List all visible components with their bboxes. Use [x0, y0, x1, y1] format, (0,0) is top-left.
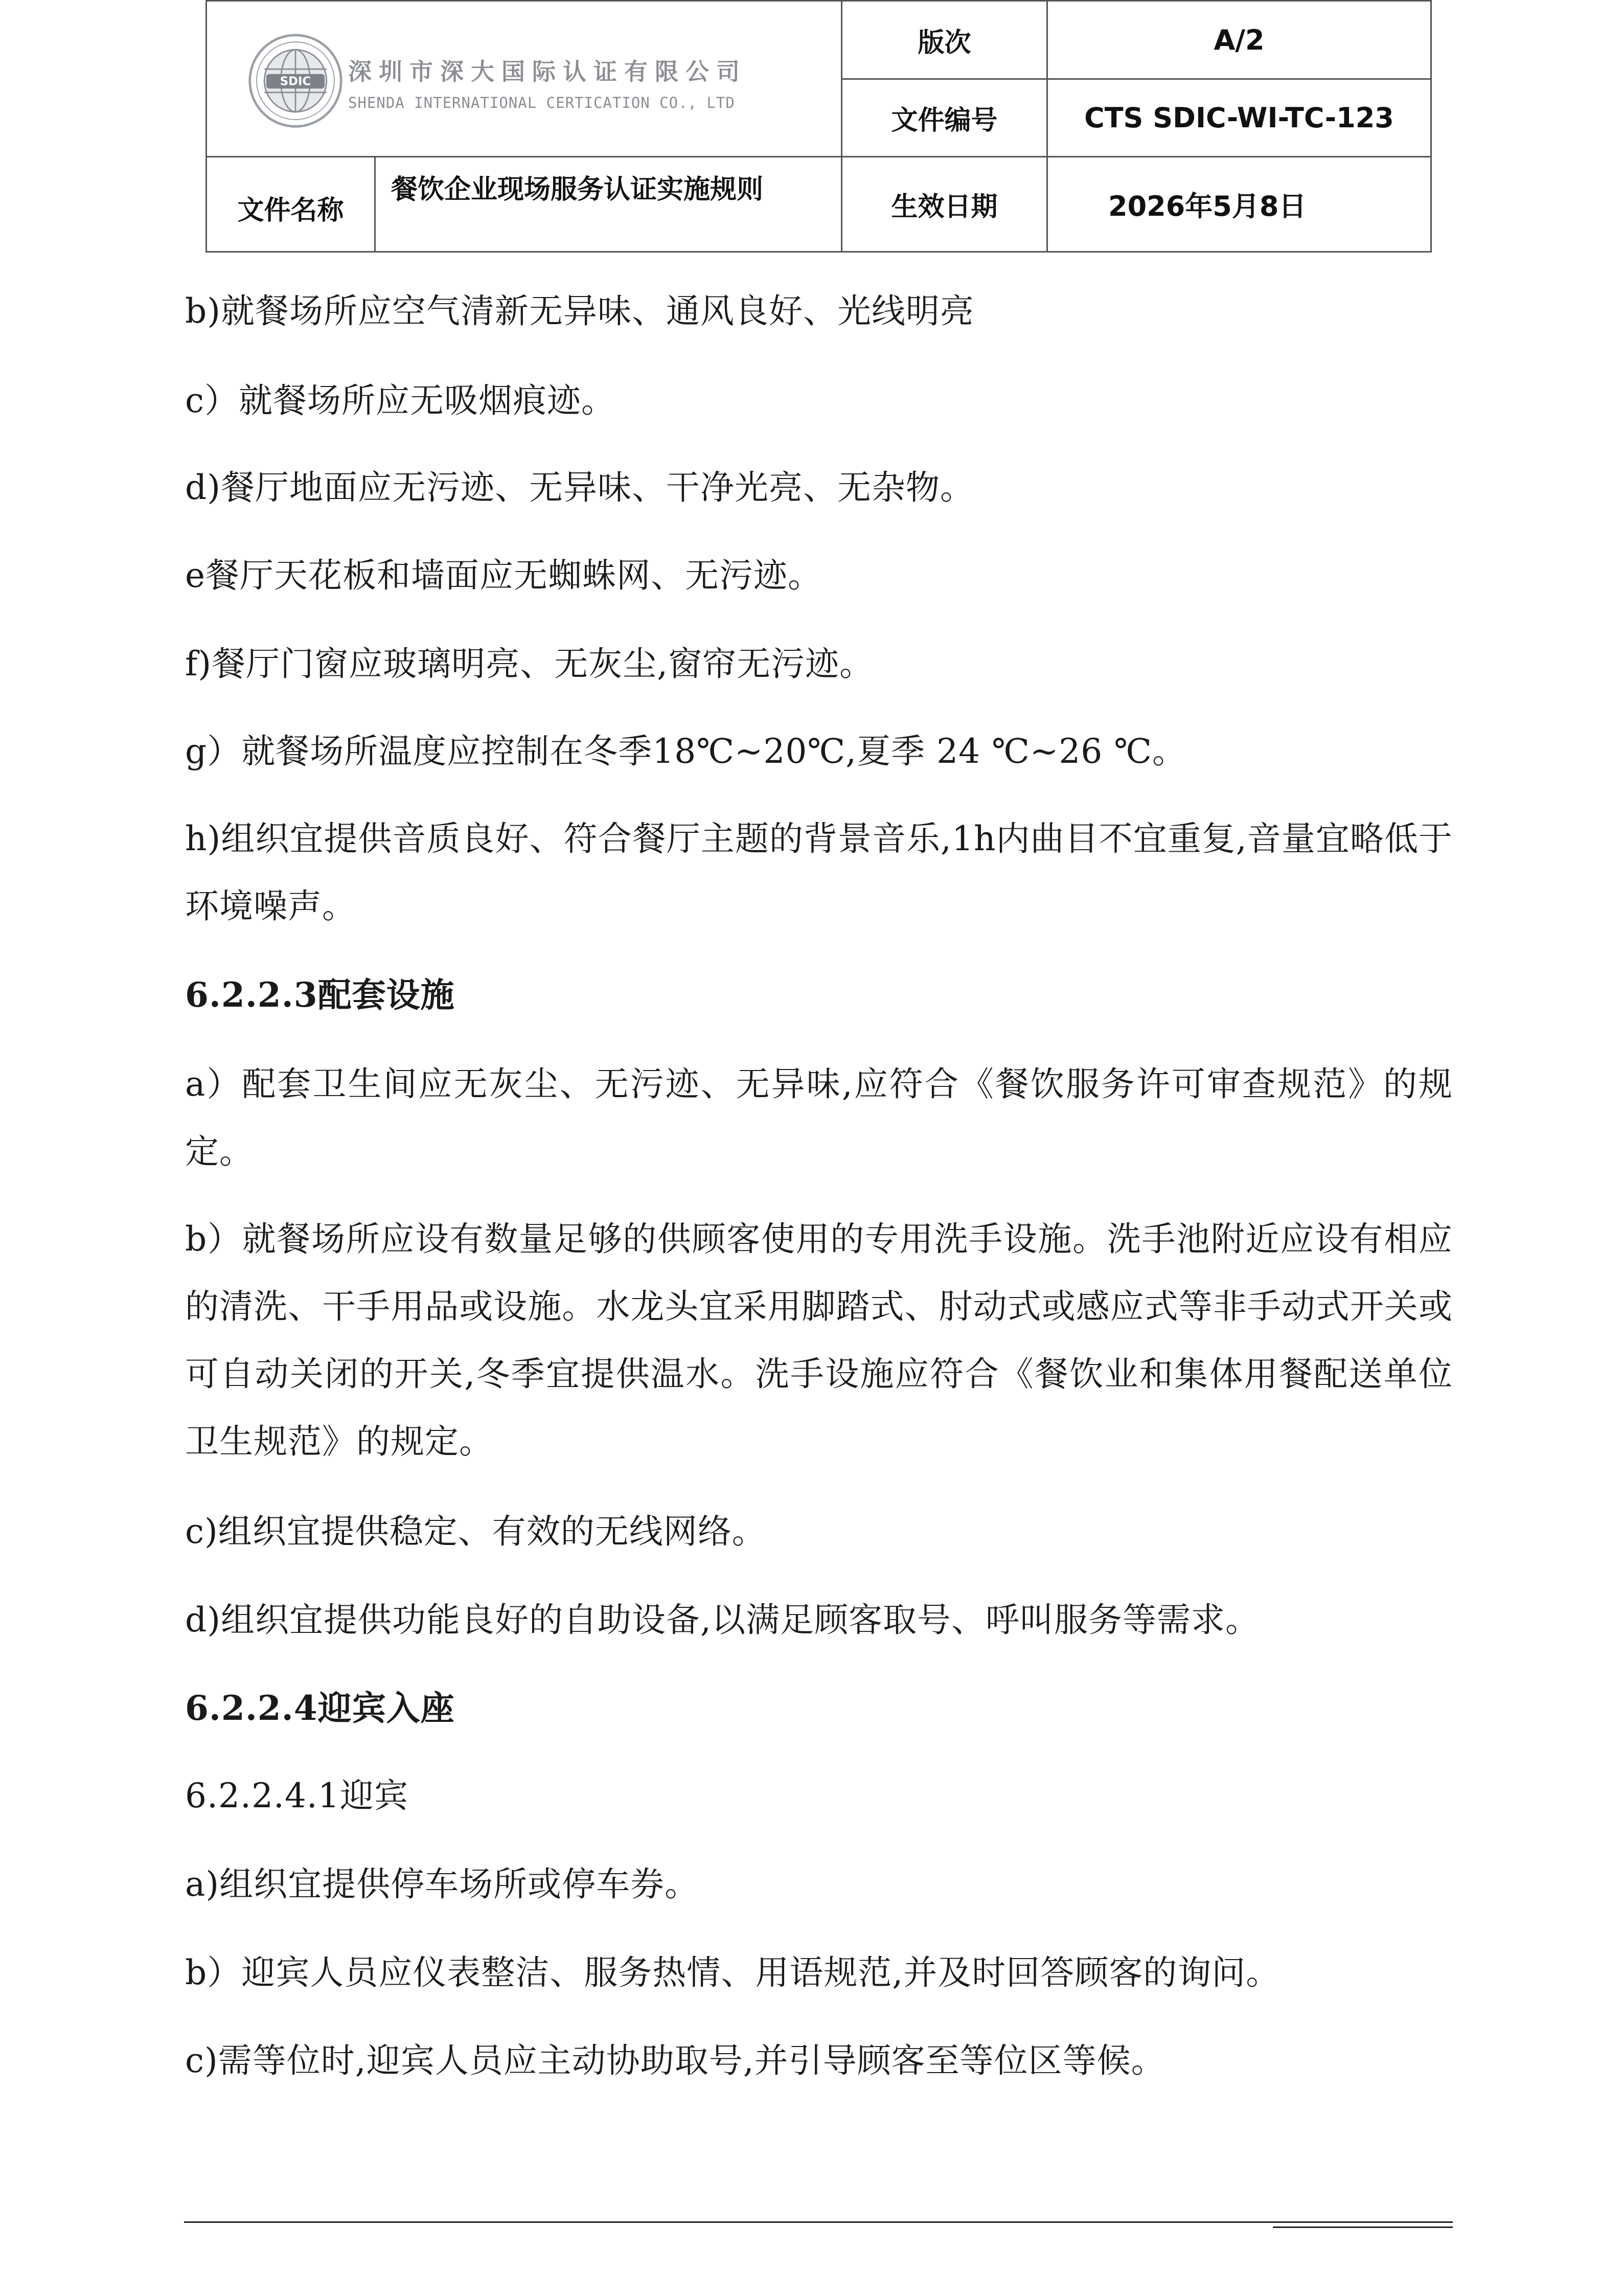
effective-date-label: 生效日期	[842, 157, 1047, 252]
company-name-cn: 深圳市深大国际认证有限公司	[348, 58, 747, 85]
clause-paragraph: g）就餐场所温度应控制在冬季18℃~20℃,夏季 24 ℃~26 ℃。	[185, 732, 1187, 771]
section-heading: 6.2.2.4迎宾入座	[185, 1688, 455, 1728]
version-label: 版次	[842, 1, 1047, 79]
clause-paragraph: c)需等位时,迎宾人员应主动协助取号,并引导顾客至等位区等候。	[185, 2041, 1165, 2080]
globe-logo-icon	[247, 32, 344, 129]
document-number-value: CTS SDIC-WI-TC-123	[1047, 79, 1431, 157]
clause-paragraph: f)餐厅门窗应玻璃明亮、无灰尘,窗帘无污迹。	[185, 644, 874, 684]
document-number-label: 文件编号	[842, 79, 1047, 157]
clause-paragraph: a)组织宜提供停车场所或停车券。	[185, 1865, 699, 1904]
logo-text: SDIC	[280, 75, 311, 88]
document-name-value: 餐饮企业现场服务认证实施规则	[375, 157, 842, 252]
footer-divider-short	[1273, 2226, 1453, 2228]
clause-paragraph: b)就餐场所应空气清新无异味、通风良好、光线明亮	[185, 291, 974, 331]
clause-paragraph: b）就餐场所应设有数量足够的供顾客使用的专用洗手设施。洗手池附近应设有相应的清洗、干手用品或设施。水龙头宜采用脚踏式、肘动式或感应式等非手动式开关或可自动关闭的开关,冬季宜提供温水。洗手设施应符合《餐饮业和集体用餐配送单位卫生规范》的规定。	[185, 1219, 1453, 1461]
clause-paragraph: d)组织宜提供功能良好的自助设备,以满足顾客取号、呼叫服务等需求。	[185, 1600, 1260, 1640]
clause-paragraph: c)组织宜提供稳定、有效的无线网络。	[185, 1512, 766, 1551]
footer-divider	[184, 2221, 1453, 2223]
clause-paragraph: a）配套卫生间应无灰尘、无污迹、无异味,应符合《餐饮服务许可审查规范》的规定。	[185, 1064, 1453, 1171]
company-name-en: SHENDA INTERNATIONAL CERTICATION CO., LTD	[348, 94, 735, 111]
clause-paragraph: e餐厅天花板和墙面应无蜘蛛网、无污迹。	[185, 556, 822, 595]
version-value: A/2	[1047, 1, 1431, 79]
document-name-label: 文件名称	[207, 157, 375, 252]
company-logo-cell	[207, 1, 842, 157]
subsection-heading: 6.2.2.4.1迎宾	[185, 1776, 408, 1815]
section-heading: 6.2.2.3配套设施	[185, 975, 455, 1015]
effective-date-value: 2026年5月8日	[1047, 157, 1431, 252]
clause-paragraph: d)餐厅地面应无污迹、无异味、干净光亮、无杂物。	[185, 468, 974, 507]
clause-paragraph: b）迎宾人员应仪表整洁、服务热情、用语规范,并及时回答顾客的询问。	[185, 1953, 1281, 1992]
company-logo	[247, 32, 747, 129]
document-header-table	[205, 0, 1432, 253]
clause-paragraph: c）就餐场所应无吸烟痕迹。	[185, 381, 615, 420]
clause-paragraph: h)组织宜提供音质良好、符合餐厅主题的背景音乐,1h内曲目不宜重复,音量宜略低于环境噪声。	[185, 819, 1453, 926]
